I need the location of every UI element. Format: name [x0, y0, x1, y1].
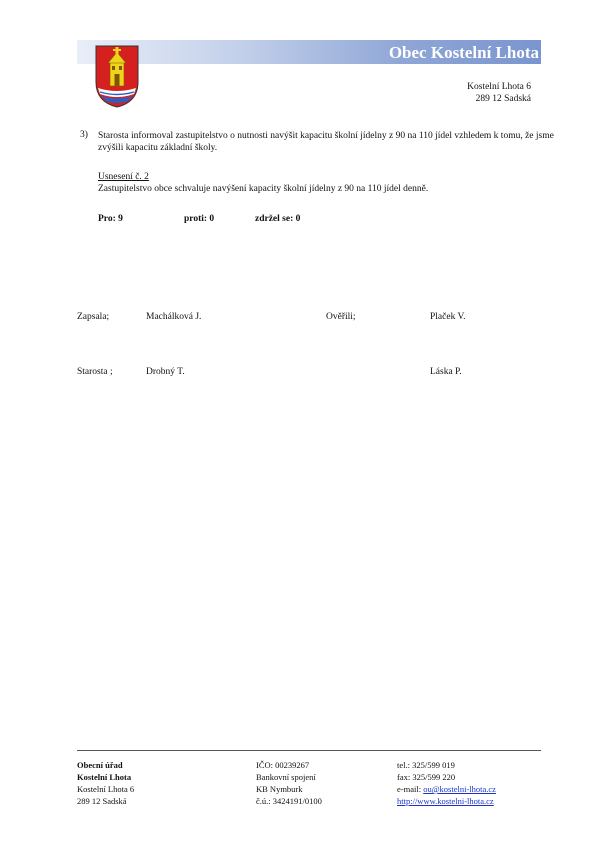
footer-ico: IČO: 00239267	[256, 760, 310, 770]
vote-against: proti: 0	[184, 214, 215, 224]
footer-office-postcode: 289 12 Sadská	[77, 796, 127, 806]
agenda-item-text: Starosta informoval zastupitelstvo o nutnosti navýšit kapacitu školní jídelny z 90 na 110 jídel vzhledem k tomu, že jsme zvýšili kapacitu základní školy.	[98, 131, 554, 153]
footer-bank-label: Bankovní spojení	[256, 772, 316, 782]
address-line-2: 289 12 Sadská	[475, 94, 531, 104]
footer-office-village: Kostelní Lhota	[77, 772, 132, 782]
footer-contact-block	[397, 759, 496, 807]
recorded-by-label: Zapsala;	[77, 312, 110, 322]
address-line-1: Kostelní Lhota 6	[467, 82, 531, 92]
municipal-coat-of-arms-icon	[94, 44, 140, 108]
recorded-by-name: Machálková J.	[146, 312, 202, 322]
vote-abstain: zdržel se: 0	[255, 214, 301, 224]
footer-divider	[77, 750, 541, 751]
verified-by-label: Ověřili;	[326, 312, 356, 322]
footer-office-block	[77, 759, 134, 807]
footer-bank-name: KB Nymburk	[256, 784, 303, 794]
footer-fax: fax: 325/599 220	[397, 772, 456, 782]
resolution-text: Zastupitelstvo obce schvaluje navýšení kapacity školní jídelny z 90 na 110 jídel denně.	[98, 184, 429, 194]
footer-bank-block	[256, 759, 322, 807]
verifier-1-name: Plaček V.	[430, 312, 466, 322]
vote-for: Pro: 9	[98, 214, 123, 224]
agenda-item-number: 3)	[80, 130, 88, 140]
footer-office-name: Obecní úřad	[77, 760, 123, 770]
verifier-2-name: Láska P.	[430, 367, 462, 377]
footer-office-street: Kostelní Lhota 6	[77, 784, 135, 794]
footer-web-link[interactable]: http://www.kostelni-lhota.cz	[397, 796, 494, 806]
mayor-name: Drobný T.	[146, 367, 185, 377]
mayor-label: Starosta ;	[77, 367, 113, 377]
municipality-title: Obec Kostelní Lhota	[388, 43, 539, 62]
footer-email-link[interactable]: ou@kostelni-lhota.cz	[423, 784, 496, 794]
footer-email-label: e-mail:	[397, 784, 424, 794]
footer-account: č.ú.: 3424191/0100	[256, 796, 322, 806]
footer-tel: tel.: 325/599 019	[397, 760, 455, 770]
resolution-title: Usnesení č. 2	[98, 172, 149, 182]
